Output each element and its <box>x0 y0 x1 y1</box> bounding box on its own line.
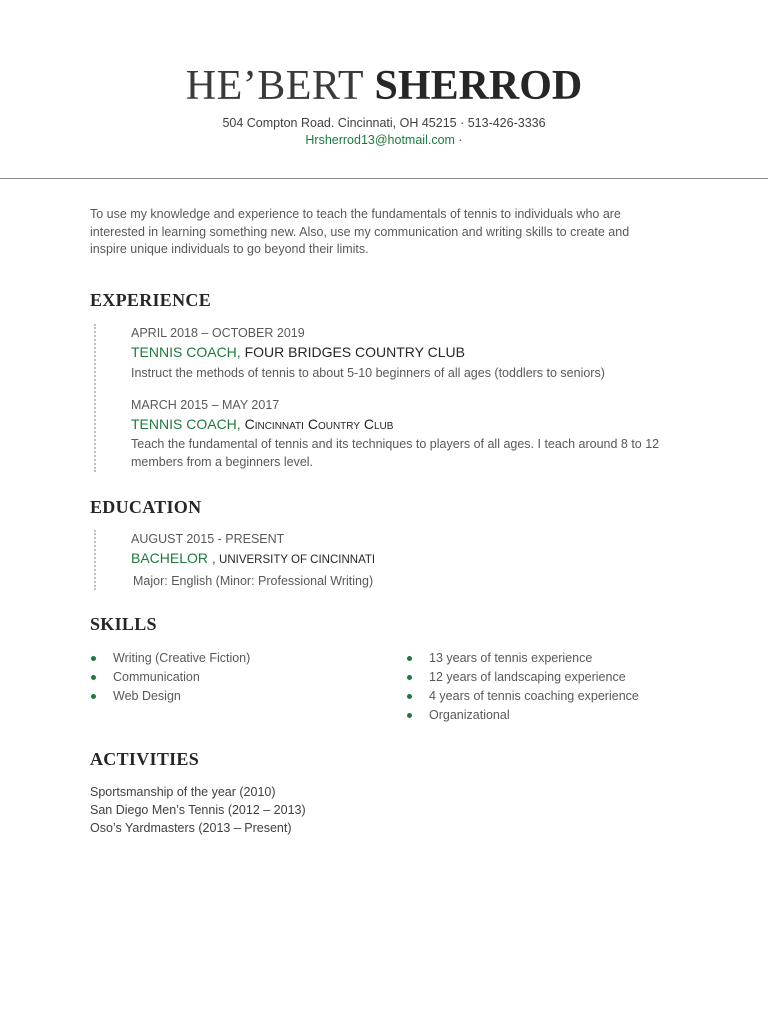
skill-text: Communication <box>113 670 200 684</box>
education-entry <box>131 531 691 590</box>
experience-date: MARCH 2015 – MAY 2017 <box>131 398 280 412</box>
skills-list-left <box>90 649 380 706</box>
bullet-icon <box>407 694 412 699</box>
school-name: UNIVERSITY OF CINCINNATI <box>215 554 376 566</box>
experience-timeline <box>94 324 96 472</box>
skill-text: Web Design <box>113 689 181 703</box>
skill-item <box>90 649 380 668</box>
skill-item <box>90 687 380 706</box>
first-name: HE’BERT <box>185 63 365 109</box>
company-name: FOUR BRIDGES COUNTRY CLUB <box>240 344 465 360</box>
email-line <box>0 132 768 149</box>
activity-item: San Diego Men’s Tennis (2012 – 2013) <box>90 803 306 817</box>
objective-text: To use my knowledge and experience to teach the fundamentals of tennis to individuals who are interested in learning something new. Also, use my communication and writing skills to create and inspire unique individuals to go beyond their limits. <box>90 207 630 256</box>
activities-list <box>90 783 306 837</box>
bullet-icon <box>91 656 96 661</box>
skill-text: 13 years of tennis experience <box>429 651 593 665</box>
skill-item <box>406 649 726 668</box>
header-divider <box>0 178 768 179</box>
education-timeline <box>94 530 96 590</box>
last-name: SHERROD <box>374 63 583 109</box>
activity-item: Sportsmanship of the year (2010) <box>90 785 276 799</box>
degree-name: BACHELOR , <box>131 550 216 566</box>
experience-entry <box>131 325 691 382</box>
skill-text: Writing (Creative Fiction) <box>113 651 251 665</box>
skill-text: Organizational <box>429 708 510 722</box>
experience-description: Teach the fundamental of tennis and its techniques to players of all ages. I teach around 8 to 12 members from a beginners level. <box>131 437 660 469</box>
education-major: Major: English (Minor: Professional Writing) <box>133 574 374 588</box>
email-link[interactable]: Hrsherrod13@hotmail.com <box>305 133 455 147</box>
bullet-icon <box>91 694 96 699</box>
experience-role <box>131 342 691 362</box>
activity-item: Oso’s Yardmasters (2013 – Present) <box>90 821 292 835</box>
skill-item <box>90 668 380 687</box>
education-degree <box>131 548 691 570</box>
bullet-icon <box>407 656 412 661</box>
education-date: AUGUST 2015 - PRESENT <box>131 532 285 546</box>
bullet-icon <box>407 713 412 718</box>
experience-description: Instruct the methods of tennis to about 5-10 beginners of all ages (toddlers to seniors) <box>131 366 605 380</box>
skill-item <box>406 668 726 687</box>
skill-item <box>406 706 726 725</box>
company-name: Cincinnati Country Club <box>240 416 394 432</box>
skills-list-right <box>406 649 726 725</box>
skill-item <box>406 687 726 706</box>
skills-heading: SKILLS <box>90 614 157 634</box>
activities-heading: ACTIVITIES <box>90 749 200 769</box>
bullet-icon <box>91 675 96 680</box>
email-suffix: · <box>454 133 463 147</box>
experience-date: APRIL 2018 – OCTOBER 2019 <box>131 326 305 340</box>
resume-header <box>0 60 768 149</box>
skill-text: 12 years of landscaping experience <box>429 670 626 684</box>
contact-info: 504 Compton Road. Cincinnati, OH 45215 · 513-426-3336 <box>222 116 546 130</box>
skill-text: 4 years of tennis coaching experience <box>429 689 639 703</box>
bullet-icon <box>407 675 412 680</box>
experience-role <box>131 414 691 434</box>
experience-entry <box>131 397 691 471</box>
experience-heading: EXPERIENCE <box>90 290 212 310</box>
education-heading: EDUCATION <box>90 497 202 517</box>
job-title: TENNIS COACH, <box>131 416 241 432</box>
candidate-name <box>0 60 768 112</box>
job-title: TENNIS COACH, <box>131 344 241 360</box>
